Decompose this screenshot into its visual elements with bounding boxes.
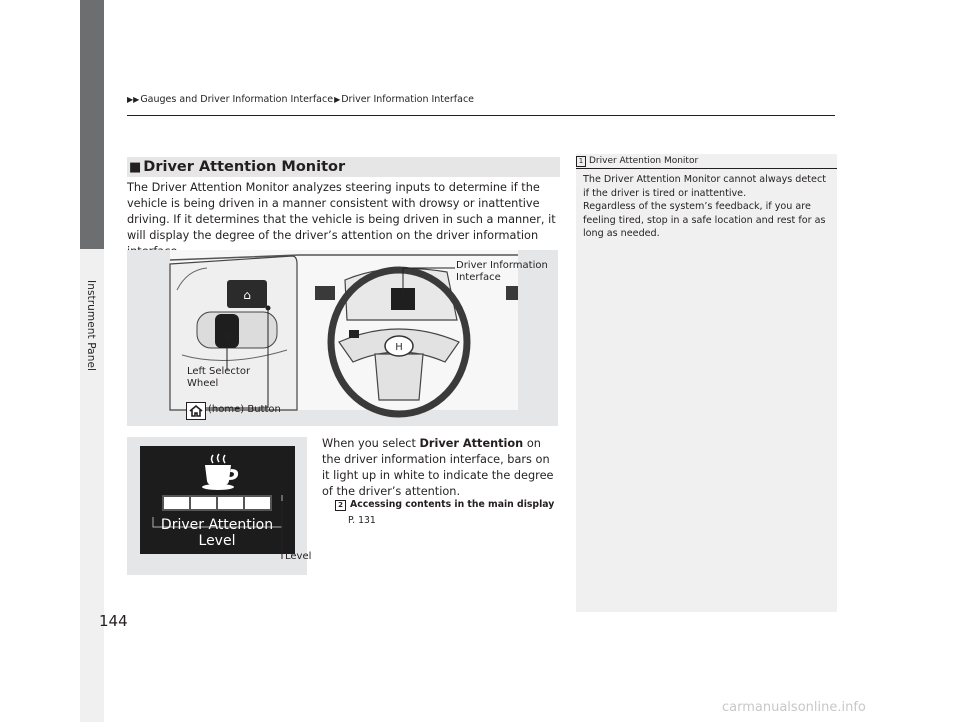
attention-bar <box>191 497 216 509</box>
note-text <box>583 173 831 241</box>
note-marker-icon: 1 <box>576 156 586 167</box>
svg-text:H: H <box>395 342 403 353</box>
xref-page[interactable]: P. 131 <box>348 515 376 526</box>
callout-level: Level <box>285 551 312 562</box>
sidebar-tab <box>80 0 104 249</box>
xref-label[interactable]: Accessing contents in the main display <box>350 499 555 510</box>
callout-line: Wheel <box>187 377 219 389</box>
xref-arrow-icon: 2 <box>335 500 346 511</box>
attention-paragraph <box>322 436 560 500</box>
attention-level-figure <box>127 437 307 575</box>
section-title: Driver Attention Monitor <box>143 159 346 175</box>
breadcrumb-arrow-icon: ▶ <box>334 95 341 104</box>
note-title <box>576 156 698 167</box>
callout-line: Driver Information <box>456 260 548 271</box>
attention-text-bold: Driver Attention <box>419 437 524 450</box>
attention-text-before: When you select <box>322 437 420 450</box>
breadcrumb-arrow-icon: ▶▶ <box>127 95 140 104</box>
attention-bar <box>164 497 189 509</box>
footer-url[interactable]: carmanualsonline.info <box>722 700 866 715</box>
callout-line: Left Selector <box>187 366 251 377</box>
section-heading <box>127 157 560 177</box>
note-rule <box>576 168 837 169</box>
svg-text:⌂: ⌂ <box>243 288 251 302</box>
page-number: 144 <box>99 612 128 630</box>
callout-driver-info-interface <box>456 260 548 283</box>
header-rule <box>127 115 835 116</box>
note-title-text: Driver Attention Monitor <box>589 156 699 166</box>
callout-line: Interface <box>456 271 501 283</box>
body-paragraph: The Driver Attention Monitor analyzes steering inputs to determine if the vehicle is being driven in a manner consistent with drowsy or inattentive driving. If it determines that the vehicle is being driven in such a manner, it will display the degree of the driver’s attention on the driver information <box>127 181 556 242</box>
sidebar-section-label: Instrument Panel <box>85 280 97 372</box>
attention-bar <box>218 497 243 509</box>
attention-bar <box>245 497 270 509</box>
breadcrumb-part1[interactable]: Gauges and Driver Information Interface <box>140 94 334 105</box>
home-icon <box>186 402 206 420</box>
section-square-icon: ■ <box>129 160 142 175</box>
attention-display-illustration <box>127 437 307 575</box>
cross-reference[interactable] <box>335 499 554 511</box>
callout-left-selector-wheel <box>187 366 250 389</box>
breadcrumb-part2[interactable]: Driver Information Interface <box>341 94 475 105</box>
callout-home-button: (home) Button <box>208 404 281 415</box>
note-text-line2: Regardless of the system’s feedback, if you are feeling tired, stop in a safe location and rest for as long as needed. <box>583 201 826 240</box>
breadcrumb <box>127 94 474 105</box>
note-text-line1: The Driver Attention Monitor cannot always detect if the driver is tired or inattentive. <box>583 174 826 199</box>
attention-text-after: on the driver information interface, bars on it light up in white to indicate the degree of the driver’s attention. <box>322 437 554 498</box>
attention-level-label: Driver Attention Level <box>160 517 274 549</box>
